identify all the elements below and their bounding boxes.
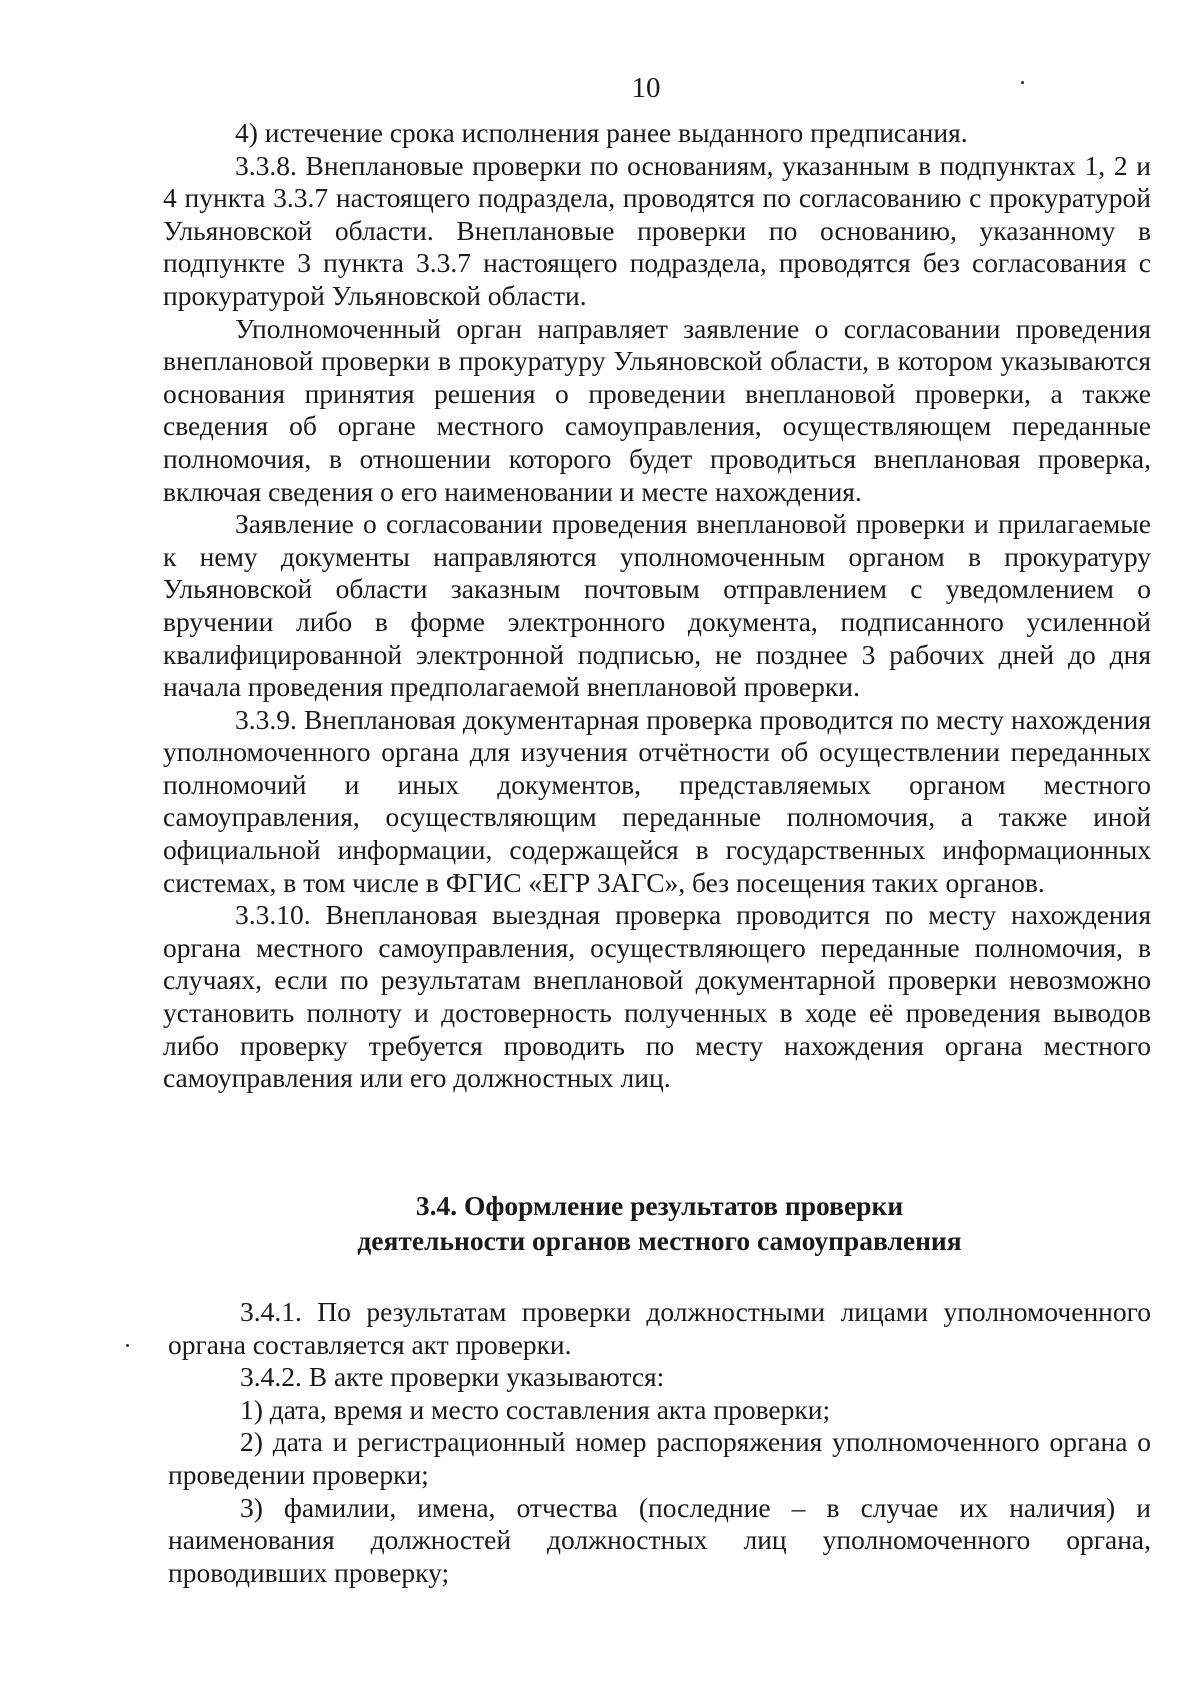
paragraph: 3.4.1. По результатам проверки должностными лицами уполномоченного органа составляется акт проверки. bbox=[168, 1296, 1151, 1360]
paragraph: 3.4.2. В акте проверки указываются: bbox=[240, 1361, 665, 1393]
section-heading-line-1: 3.4. Оформление результатов проверки bbox=[415, 1190, 904, 1221]
paragraph: 1) дата, время и место составления акта проверки; bbox=[240, 1393, 831, 1425]
paragraph: 3.3.9. Внеплановая документарная проверка проводится по месту нахождения уполномоченного органа для изучения отчётности об осуществлении переданных полномочий и иных документов, представляемых органом местного самоуправления, осуществляющим переданные полномочия, а также иной официальной информации, содержащейся в государственных информационных системах, в том числе в ФГИС «ЕГР ЗАГС», без посещения таких органов. bbox=[163, 703, 1151, 898]
paragraph: 3.3.10. Внеплановая выездная проверка проводится по месту нахождения органа местного самоуправления, осуществляющего переданные полномочия, в случаях, если по результатам внеплановой документарной проверки невозможно установить полноту и достоверность полученных в ходе её проведения выводов либо проверку требуется проводить по месту нахождения органа местного самоуправления или его должностных лиц. bbox=[163, 899, 1151, 1094]
paragraph: Уполномоченный орган направляет заявление о согласовании проведения внеплановой проверки в прокуратуру Ульяновской области, в котором указываются основания принятия решения о проведении внеплановой проверки, а также сведения об органе местного самоуправления, осуществляющем переданные полномочия, в отношении которого будет проводиться внеплановая проверка, включая сведения о его наименовании и месте нахождения. bbox=[163, 312, 1151, 507]
paragraph: 3) фамилии, имена, отчества (последние – в случае их наличия) и наименования должностей должностных лиц уполномоченного органа, проводивших проверку; bbox=[168, 1491, 1151, 1588]
section-heading bbox=[168, 1188, 1151, 1258]
body-text-top bbox=[163, 117, 1151, 1095]
paragraph: 4) истечение срока исполнения ранее выданного предписания. bbox=[235, 117, 968, 148]
paragraph: 2) дата и регистрационный номер распоряжения уполномоченного органа о проведении проверки; bbox=[168, 1426, 1151, 1490]
paragraph: 3.3.8. Внеплановые проверки по основаниям, указанным в подпунктах 1, 2 и 4 пункта 3.3.7 настоящего подраздела, проводятся по согласованию с прокуратурой Ульяновской области. Внеплановые проверки по основанию, указанному в подпункте 3 пункта 3.3.7 настоящего подраздела, проводятся без согласования с прокуратурой Ульяновской области. bbox=[163, 149, 1151, 311]
body-text-bottom bbox=[168, 1296, 1151, 1589]
page-number: 10 bbox=[631, 72, 661, 104]
scan-speck bbox=[126, 1344, 129, 1347]
section-heading-line-2: деятельности органов местного самоуправления bbox=[357, 1225, 962, 1256]
scan-speck bbox=[1021, 81, 1024, 84]
paragraph: Заявление о согласовании проведения внеплановой проверки и прилагаемые к нему документы направляются уполномоченным органом в прокуратуру Ульяновской области заказным почтовым отправлением с уведомлением о вручении либо в форме электронного документа, подписанного усиленной квалифицированной электронной подписью, не позднее 3 рабочих дней до дня начала проведения предполагаемой внеплановой проверки. bbox=[163, 508, 1151, 703]
